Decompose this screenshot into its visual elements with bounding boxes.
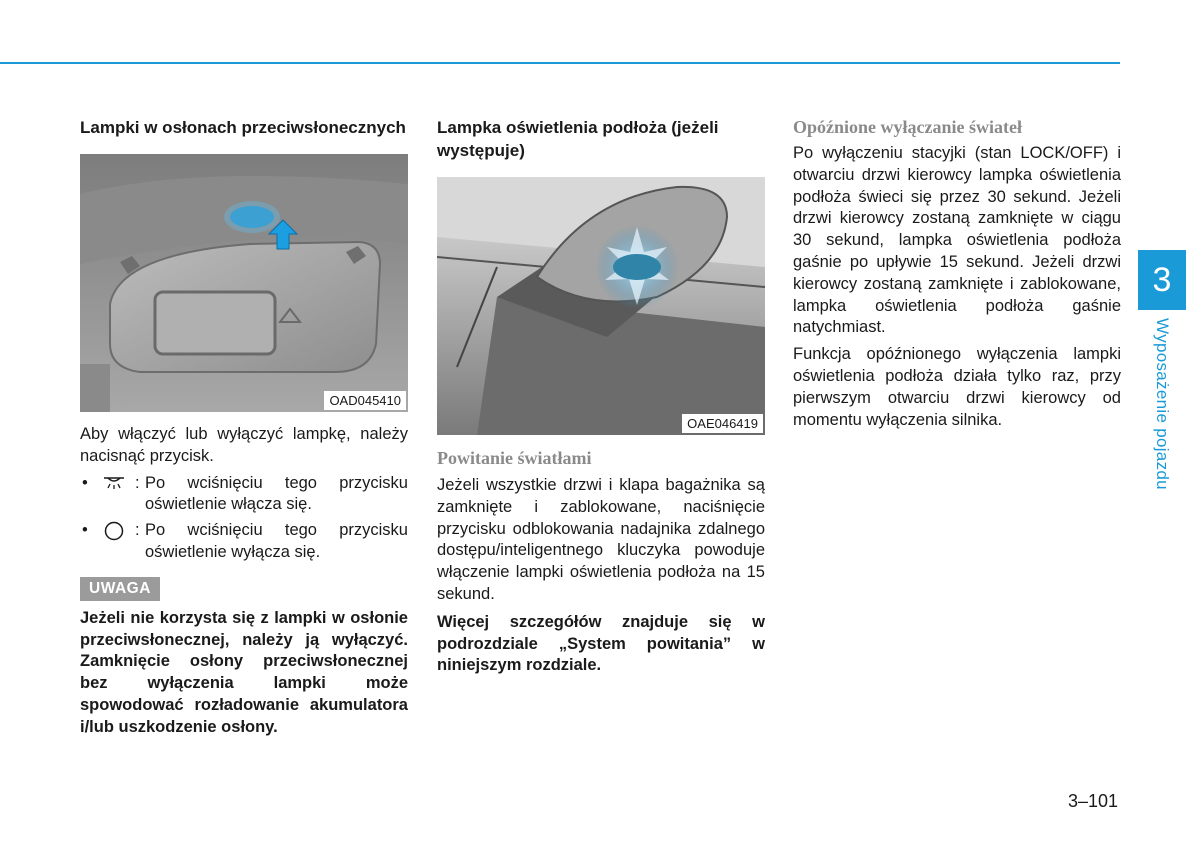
section-heading-puddle-lamp: Lampka oświetlenia podłoża (jeżeli występuje) xyxy=(437,118,719,160)
bullet-text: Po wciśnięciu tego przycisku oświetlenie włącza się. xyxy=(145,473,408,514)
sun-visor-illustration xyxy=(80,154,408,412)
bullet: • xyxy=(82,473,88,492)
caution-badge: UWAGA xyxy=(80,577,160,601)
lamp-on-icon xyxy=(102,474,126,494)
caution-block xyxy=(80,577,408,739)
chapter-title-vertical xyxy=(1138,318,1186,504)
figure-code: OAE046419 xyxy=(682,414,763,433)
delayed-off-text: Po wyłączeniu stacyjki (stan LOCK/OFF) i otwarciu drzwi kierowcy lampka oświetlenia podłoża świeci się przez 30 sekund. Jeżeli drzwi kierowcy zostaną zamknięte w ciągu 30 sekund, lampka oświetlenia podłoża gaśnie po upływie 15 sekund. Jeżeli drzwi kierowcy zostaną zamknięte i zablokowane, lampka oświetlenia podłoża gaśnie natychmiast. xyxy=(793,144,1121,337)
figure-sun-visor xyxy=(80,154,408,412)
caution-text: Jeżeli nie korzysta się z lampki w osłonie przeciwsłonecznej, należy ją wyłączyć. Zamknięcie osłony przeciwsłonecznej bez wyłączenia lampki może spowodować rozładowanie akumulatora i/lub uszkodzenie osłony. xyxy=(80,608,408,736)
list-item xyxy=(80,473,408,517)
welcome-light-text: Jeżeli wszystkie drzwi i klapa bagażnika są zamknięte i zablokowane, naciśnięcie przycisku odblokowania nadajnika zdalnego dostępu/inteligentnego kluczyka powoduje włączenie lampki oświetlenia podłoża na 15 sekund. xyxy=(437,476,765,603)
bullet: • xyxy=(82,521,88,540)
delayed-off-note: Funkcja opóźnionego wyłączenia lampki oświetlenia podłoża działa tylko raz, przy pierwszym otwarciu drzwi kierowcy od momentu wyłączenia silnika. xyxy=(793,345,1121,429)
section-heading-vanity-lamps: Lampki w osłonach przeciwsłonecznych xyxy=(80,118,406,137)
figure-side-mirror xyxy=(437,177,765,435)
sub-heading-delayed-off: Opóźnione wyłączanie świateł xyxy=(793,117,1022,137)
figure-code: OAD045410 xyxy=(324,391,406,410)
bullet-text: Po wciśnięciu tego przycisku oświetlenie wyłącza się. xyxy=(145,521,408,561)
switch-bullet-list xyxy=(80,473,408,564)
left-column xyxy=(80,116,408,739)
side-mirror-illustration xyxy=(437,177,765,435)
chapter-tab: 3 xyxy=(1138,250,1186,310)
list-item xyxy=(80,520,408,564)
page-number: 3–101 xyxy=(1068,791,1119,811)
middle-column xyxy=(437,116,765,677)
colon: : xyxy=(135,521,140,540)
sub-heading-welcome-light: Powitanie światłami xyxy=(437,448,592,468)
lamp-off-icon xyxy=(102,521,126,541)
chapter-title: Wyposażenie pojazdu xyxy=(1153,318,1172,490)
colon: : xyxy=(135,473,140,492)
top-rule xyxy=(0,62,1120,64)
reference-note: Więcej szczegółów znajduje się w podrozdziale „System powitania” w niniejszym rozdziale. xyxy=(437,612,765,675)
right-column xyxy=(793,116,1121,431)
instruction-text: Aby włączyć lub wyłączyć lampkę, należy nacisnąć przycisk. xyxy=(80,425,408,465)
